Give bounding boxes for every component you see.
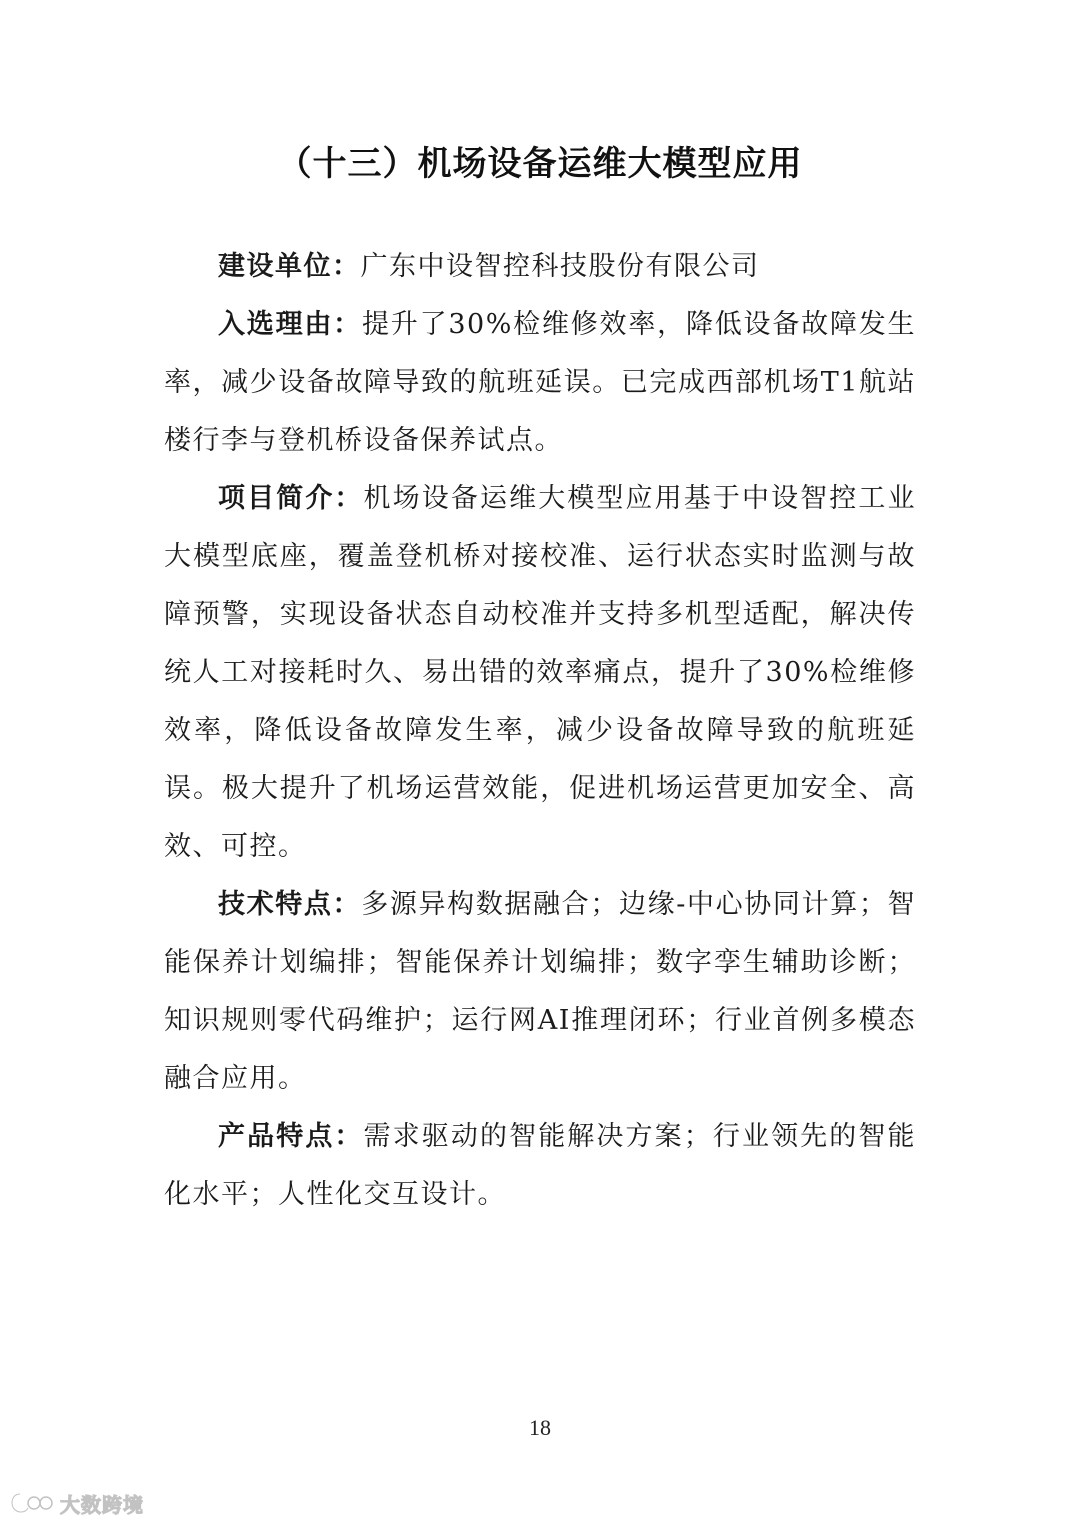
paragraph-selection-reason	[164, 296, 916, 470]
paragraph-construction-unit	[164, 238, 916, 296]
label-product-features: 产品特点：	[218, 1121, 364, 1152]
text-selection-reason: 提升了30%检维修效率，降低设备故障发生率，减少设备故障导致的航班延误。已完成西部机场T1航站楼行李与登机桥设备保养试点。	[164, 309, 917, 456]
document-body	[164, 238, 916, 1224]
page-number: 18	[529, 1415, 551, 1440]
watermark	[10, 1488, 144, 1518]
label-project-intro: 项目简介：	[218, 483, 364, 514]
label-selection-reason: 入选理由：	[218, 309, 362, 340]
paragraph-tech-features	[164, 876, 916, 1108]
paragraph-product-features	[164, 1108, 916, 1224]
paragraph-project-intro	[164, 470, 916, 876]
text-tech-features: 多源异构数据融合；边缘-中心协同计算；智能保养计划编排；智能保养计划编排；数字孪生辅助诊断；知识规则零代码维护；运行网AI推理闭环；行业首例多模态融合应用。	[164, 889, 916, 1094]
text-product-features: 需求驱动的智能解决方案；行业领先的智能化水平；人性化交互设计。	[164, 1121, 917, 1210]
label-tech-features: 技术特点：	[218, 889, 362, 920]
text-project-intro: 机场设备运维大模型应用基于中设智控工业大模型底座，覆盖登机桥对接校准、运行状态实时监测与故障预警，实现设备状态自动校准并支持多机型适配，解决传统人工对接耗时久、易出错的效率痛点，提升了30%检维修效率，降低设备故障发生率，减少设备故障导致的航班延误。极大提升了机场运营效能，促进机场运营更加安全、高效、可控。	[164, 483, 917, 862]
label-construction-unit: 建设单位：	[218, 251, 361, 282]
watermark-text: 大数跨境	[60, 1492, 144, 1517]
logo-icon	[10, 1490, 54, 1516]
page-title: （十三）机场设备运维大模型应用	[277, 144, 803, 184]
text-construction-unit: 广东中设智控科技股份有限公司	[360, 251, 760, 282]
